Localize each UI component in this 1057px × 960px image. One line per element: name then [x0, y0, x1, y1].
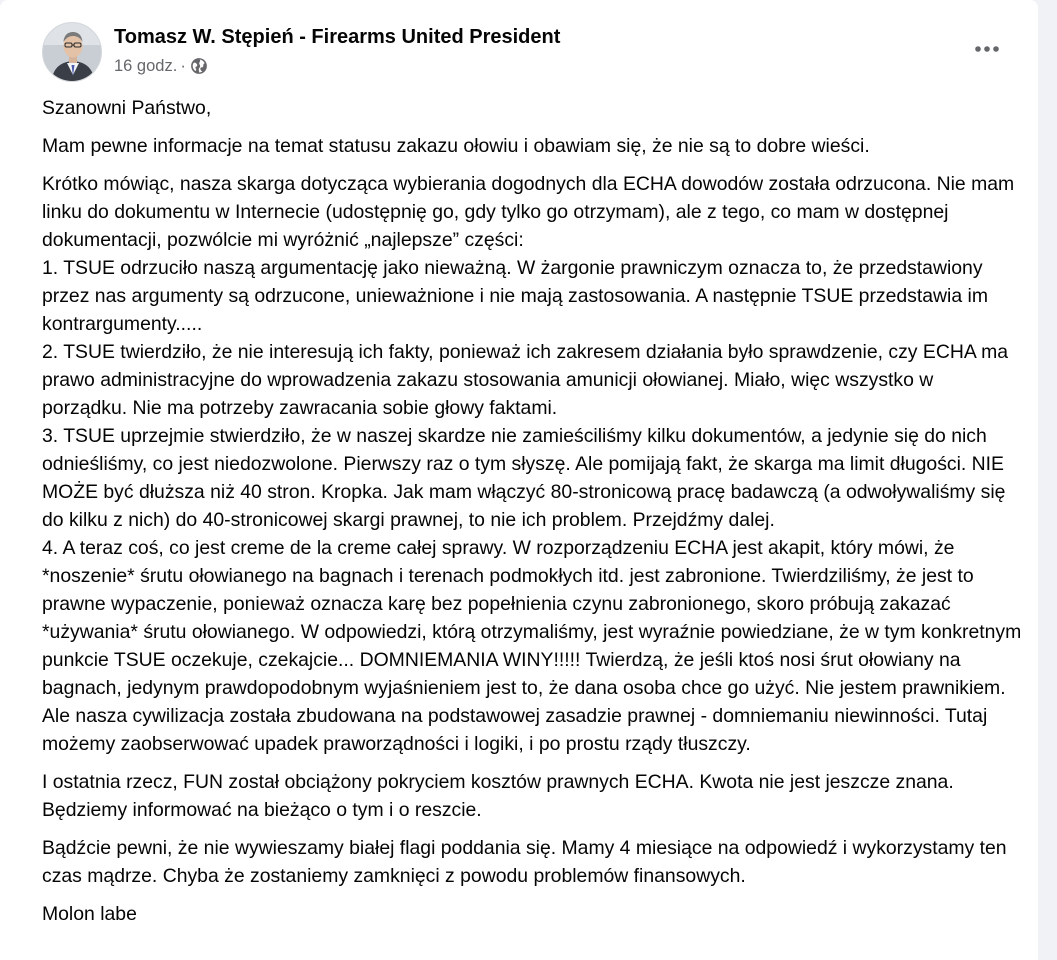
globe-icon[interactable] — [190, 57, 208, 75]
post-timestamp[interactable]: 16 godz. — [114, 56, 178, 75]
more-options-button[interactable] — [968, 30, 1006, 68]
avatar[interactable] — [42, 22, 102, 82]
more-options-icon — [974, 45, 1000, 53]
post-paragraph-details: Krótko mówiąc, nasza skarga dotycząca wybierania dogodnych dla ECHA dowodów została odrzucona. Nie mam linku do dokumentu w Internecie (udostępnię go, gdy tylko go otrzymam), ale z tego, co mam w dostępnej dokumentacji, pozwólcie mi wyróżnić „najlepsze” części: 1. TSUE odrzuciło naszą argumentację jako nieważną. W żargonie prawniczym oznacza to, że przedstawiony przez nas argumenty są odrzucone, unieważnione i nie mają zastosowania. A następnie TSUE przedstawia im kontrargumenty..... 2. TSUE twierdziło, że nie interesują ich fakty, ponieważ ich zakresem działania było sprawdzenie, czy ECHA ma prawo administracyjne do wprowadzenia zakazu stosowania amunicji ołowianej. Miało, więc wszystko w porządku. Nie ma potrzeby zawracania sobie głowy faktami. 3. TSUE uprzejmie stwierdziło, że w naszej skardze nie zamieściliśmy kilku dokumentów, a jedynie się do nich odnieśliśmy, co jest niedozwolone. Pierwszy raz o tym słyszę. Ale pomijają fakt, że skarga ma limit długości. NIE MOŻE być dłuższa niż 40 stron. Kropka. Jak mam włączyć 80-stronicową pracę badawczą (a odwoływaliśmy się do kilku z nich) do 40-stronicowej skargi prawnej, to nie ich problem. Przejdźmy dalej. 4. A teraz coś, co jest creme de la creme całej sprawy. W rozporządzeniu ECHA jest akapit, który mówi, że *noszenie* śrutu ołowianego na bagnach i terenach podmokłych itd. jest zabronione. Twierdziliśmy, że jest to prawne wypaczenie, ponieważ oznacza karę bez popełnienia czynu zabronionego, skoro próbują zakazać *używania* śrutu ołowianego. W odpowiedzi, którą otrzymaliśmy, jest wyraźnie powiedziane, że w tym konkretnym punkcie TSUE oczekuje, czekajcie... DOMNIEMANIA WINY!!!!! Twierdzą, że jeśli ktoś nosi śrut ołowiany na bagnach, jedynym prawdopodobnym wyjaśnieniem jest to, że dana osoba chce go użyć. Nie jestem prawnikiem. Ale nasza cywilizacja została zbudowana na podstawowej zasadzie prawnej - domniemaniu niewinności. Tutaj możemy zaobserwować upadek praworządności i logiki, i po prostu rządy tłuszczy. — [42, 173, 1022, 755]
post-paragraph-outlook: Bądźcie pewni, że nie wywieszamy białej flagi poddania się. Mamy 4 miesiące na odpowiedź i wykorzystamy ten czas mądrze. Chyba że zostaniemy zamknięci z powodu problemów finansowych. — [42, 837, 1007, 887]
post-author[interactable]: Tomasz W. Stępień - Firearms United President — [114, 26, 561, 48]
post-body — [42, 94, 1022, 938]
post-header — [42, 22, 1022, 84]
post-paragraph-greeting: Szanowni Państwo, — [42, 97, 212, 119]
post-paragraph-closing: Molon labe — [42, 903, 137, 925]
avatar-image — [43, 23, 102, 82]
post-paragraph-costs: I ostatnia rzecz, FUN został obciążony pokryciem kosztów prawnych ECHA. Kwota nie jest jeszcze znana. Będziemy informować na bieżąco o tym i o reszcie. — [42, 771, 954, 821]
meta-separator: · — [180, 56, 186, 75]
post-meta — [114, 54, 208, 78]
post-paragraph-intro: Mam pewne informacje na temat statusu zakazu ołowiu i obawiam się, że nie są to dobre wieści. — [42, 135, 870, 157]
